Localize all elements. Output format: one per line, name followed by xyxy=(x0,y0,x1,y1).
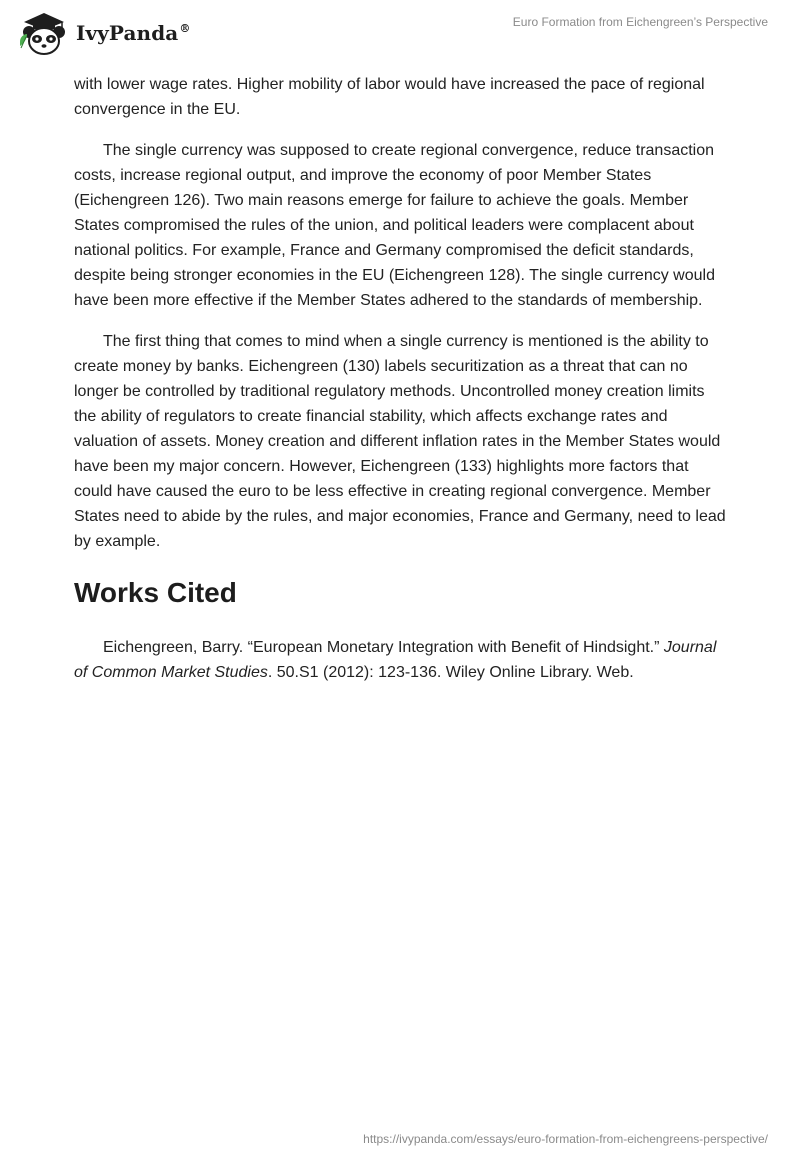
page-header xyxy=(0,0,800,66)
paragraph-continuation: with lower wage rates. Higher mobility of labor would have increased the pace of regional convergence in the EU. xyxy=(74,76,705,118)
citation-journal: Journal of Common Market Studies xyxy=(74,639,717,681)
citation-author-title: Eichengreen, Barry. “European Monetary Integration with Benefit of Hindsight.” xyxy=(103,639,660,656)
citation-entry xyxy=(74,635,726,685)
essay-body xyxy=(74,72,726,701)
document-title: Euro Formation from Eichengreen’s Perspective xyxy=(512,15,768,29)
panda-graduate-icon xyxy=(16,8,72,58)
paragraph-single-currency: The single currency was supposed to create regional convergence, reduce transaction costs, increase regional output, and improve the economy of poor Member States (Eichengreen 126). Two main reasons emerge for failure to achieve the goals. Member States compromised the rules of the union, and political leaders were complacent about national politics. For example, France and Germany compromised the deficit standards, despite being stronger economies in the EU (Eichengreen 128). The single currency would have been more effective if the Member States adhered to the standards of membership. xyxy=(74,142,715,309)
source-url-link[interactable]: https://ivypanda.com/essays/euro-formation-from-eichengreens-perspective/ xyxy=(363,1132,768,1146)
works-cited-heading: Works Cited xyxy=(74,577,237,608)
citation-details: . 50.S1 (2012): 123-136. Wiley Online Library. Web. xyxy=(267,664,634,681)
logo-wordmark: IvyPanda® xyxy=(76,21,191,45)
paragraph-money-creation: The first thing that comes to mind when a single currency is mentioned is the ability to create money by banks. Eichengreen (130) labels securitization as a threat that can no longer be controlled by traditional regulatory methods. Uncontrolled money creation limits the ability of regulators to create financial stability, which affects exchange rates and valuation of assets. Money creation and different inflation rates in the Member States would have been my major concern. However, Eichengreen (133) highlights more factors that could have caused the euro to be less effective in creating regional convergence. Member States need to abide by the rules, and major economies, France and Germany, need to lead by example. xyxy=(74,333,726,550)
ivypanda-logo[interactable] xyxy=(16,8,190,58)
